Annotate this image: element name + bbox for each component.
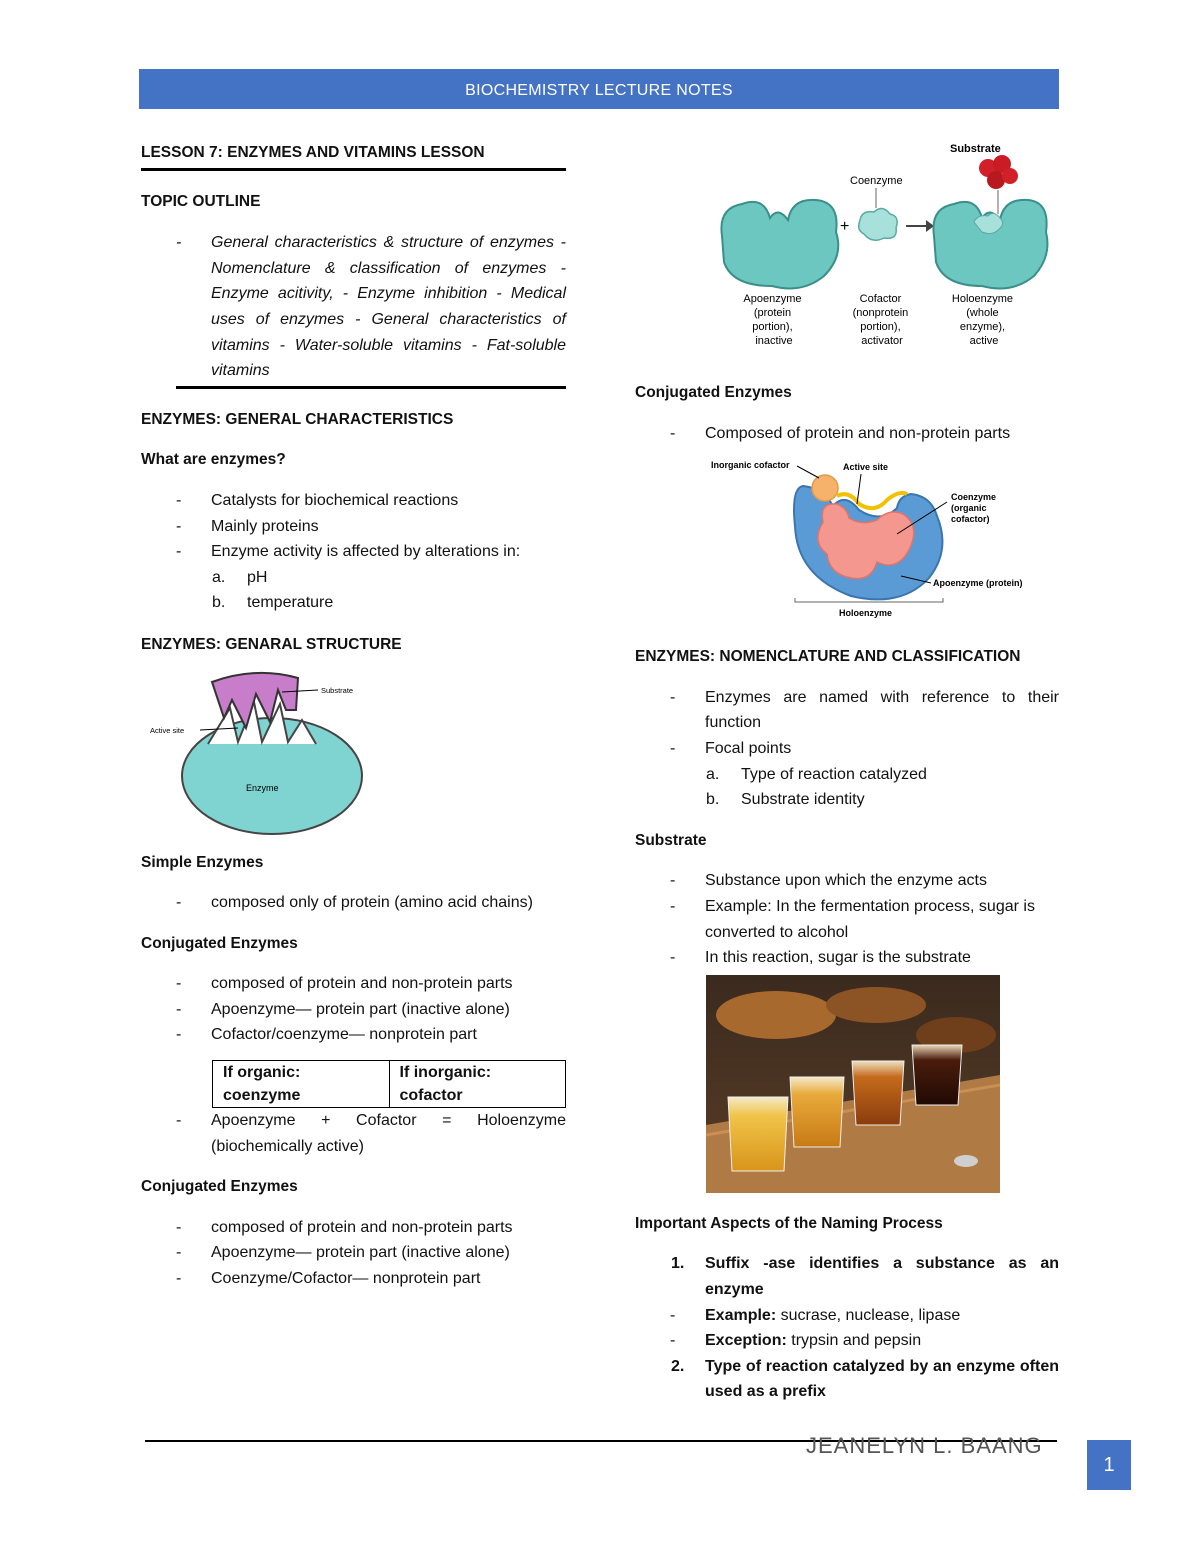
header-bar [139, 69, 1059, 109]
list-item: - composed of protein and non-protein parts [141, 971, 566, 997]
holoenzyme-caption: Holoenzyme (whole enzyme), active [951, 293, 1014, 347]
list-item: 2. Type of reaction catalyzed by an enzyme often used as a prefix [671, 1357, 1059, 1401]
nomenclature-list [635, 685, 1059, 762]
coenzyme-label: Coenzyme (organic cofactor) [951, 492, 997, 525]
cofactor-table [212, 1060, 566, 1108]
outline-list [141, 230, 566, 384]
cofactor-caption: Cofactor (nonprotein portion), activator [852, 293, 909, 347]
holoenzyme-shape [933, 200, 1047, 289]
naming-list-1 [635, 1251, 1059, 1302]
beer-glass [790, 1077, 844, 1147]
list-item: a. pH [212, 568, 268, 586]
substrate-heading: Substrate [635, 831, 707, 849]
list-item: - Cofactor/coenzyme— nonprotein part [141, 1022, 566, 1048]
list-item: - Substance upon which the enzyme acts [635, 868, 1059, 894]
list-item: - In this reaction, sugar is the substrate [635, 945, 1059, 971]
beer-glass [912, 1045, 962, 1105]
right-column [635, 380, 1059, 1405]
list-item: - Mainly proteins [141, 514, 566, 540]
beer-glass [852, 1061, 904, 1125]
conjugated-list [141, 971, 566, 1048]
substrate-label: Substrate [950, 143, 1001, 155]
structure-heading: ENZYMES: GENARAL STRUCTURE [141, 635, 402, 653]
author-name: JEANELYN L. BAANG [806, 1433, 1043, 1458]
naming-examples [635, 1303, 1059, 1354]
conjugated-heading-3: Conjugated Enzymes [635, 384, 792, 401]
page-number: 1 [1087, 1440, 1131, 1490]
nomenclature-sublist [635, 762, 1059, 813]
enzyme-structure-figure [141, 658, 566, 838]
list-item: - Example: In the fermentation process, sugar is converted to alcohol [635, 894, 1059, 945]
list-item: b. temperature [212, 594, 334, 612]
holoenzyme-label: Holoenzyme [839, 608, 893, 619]
left-column [141, 140, 566, 1292]
list-item: - Example: sucrase, nuclease, lipase [635, 1303, 1059, 1329]
holoenzyme-structure-svg [711, 446, 1051, 622]
active-site-label: Active site [150, 725, 185, 735]
list-item: - Focal points [635, 736, 1059, 762]
inorganic-cofactor-shape [812, 475, 838, 501]
list-item: - composed of protein and non-protein parts [141, 1215, 566, 1241]
inorganic-cell: If inorganic: cofactor [389, 1061, 566, 1108]
list-item: - Composed of protein and non-protein parts [635, 421, 1059, 447]
enzyme-label: Enzyme [246, 782, 279, 793]
organic-cell: If organic: coenzyme [213, 1061, 390, 1108]
outline-rule [176, 386, 566, 389]
list-item: - composed only of protein (amino acid chains) [141, 890, 566, 916]
apoenzyme-caption: Apoenzyme (protein portion), inactive [743, 293, 802, 347]
list-item: - Apoenzyme— protein part (inactive alone) [141, 997, 566, 1023]
header-title: BIOCHEMISTRY LECTURE NOTES [465, 82, 733, 99]
conjugated-list-2 [141, 1215, 566, 1292]
list-item: b. Substrate identity [706, 791, 865, 809]
list-item: - Enzyme activity is affected by alterations in: [141, 539, 566, 565]
bottle-cap [954, 1155, 978, 1167]
holoenzyme-structure-figure [635, 446, 1059, 626]
active-site-label: Active site [843, 462, 889, 473]
inorganic-cofactor-label: Inorganic cofactor [711, 460, 790, 471]
list-item: 1. Suffix -ase identifies a substance as an enzyme [671, 1255, 1059, 1298]
beer-glass [728, 1097, 788, 1171]
cofactor-shape [859, 208, 897, 240]
list-item: - Exception: trypsin and pepsin [635, 1328, 1059, 1354]
outline-heading: TOPIC OUTLINE [141, 192, 261, 210]
beer-photo-svg [706, 975, 1000, 1193]
simple-list [141, 890, 566, 916]
svg-text:+: + [840, 218, 850, 235]
substrate-list [635, 868, 1059, 970]
substrate-label: Substrate [321, 685, 354, 695]
general-sublist [141, 565, 566, 616]
conjugated-heading-2: Conjugated Enzymes [141, 1178, 298, 1196]
conjugated-list-3 [635, 421, 1059, 447]
naming-list-2 [635, 1354, 1059, 1405]
simple-heading: Simple Enzymes [141, 853, 264, 871]
holoenzyme-list [141, 1108, 566, 1159]
list-item: - Apoenzyme— protein part (inactive alone) [141, 1240, 566, 1266]
list-item: a. Type of reaction catalyzed [706, 765, 927, 783]
apoenzyme-shape [721, 200, 838, 289]
list-item: - Enzymes are named with reference to their function [635, 685, 1059, 736]
list-item: - Catalysts for biochemical reactions [141, 488, 566, 514]
list-item: - Apoenzyme + Cofactor = Holoenzyme (biochemically active) [141, 1108, 566, 1159]
lesson-title: LESSON 7: ENZYMES AND VITAMINS LESSON [141, 140, 566, 171]
outline-text: - General characteristics & structure of enzymes - Nomenclature & classification of enzymes - Enzyme acitivity, - Enzyme inhibition - Medical uses of enzymes - General characteristics of vitamins - Water-soluble vitamins - Fat-soluble vitamins [141, 230, 566, 384]
nomenclature-heading: ENZYMES: NOMENCLATURE AND CLASSIFICATION [635, 648, 1021, 666]
conjugated-heading: Conjugated Enzymes [141, 934, 298, 952]
coenzyme-label: Coenzyme [850, 175, 903, 187]
enzyme-structure-svg [146, 658, 386, 838]
list-item: - Coenzyme/Cofactor— nonprotein part [141, 1266, 566, 1292]
naming-heading: Important Aspects of the Naming Process [635, 1214, 943, 1232]
general-heading: ENZYMES: GENERAL CHARACTERISTICS [141, 410, 454, 428]
holoenzyme-figure [712, 136, 1052, 361]
beer-photo [635, 971, 1059, 1211]
apoenzyme-label: Apoenzyme (protein) [933, 578, 1023, 589]
what-are-enzymes: What are enzymes? [141, 451, 286, 469]
general-list [141, 488, 566, 565]
